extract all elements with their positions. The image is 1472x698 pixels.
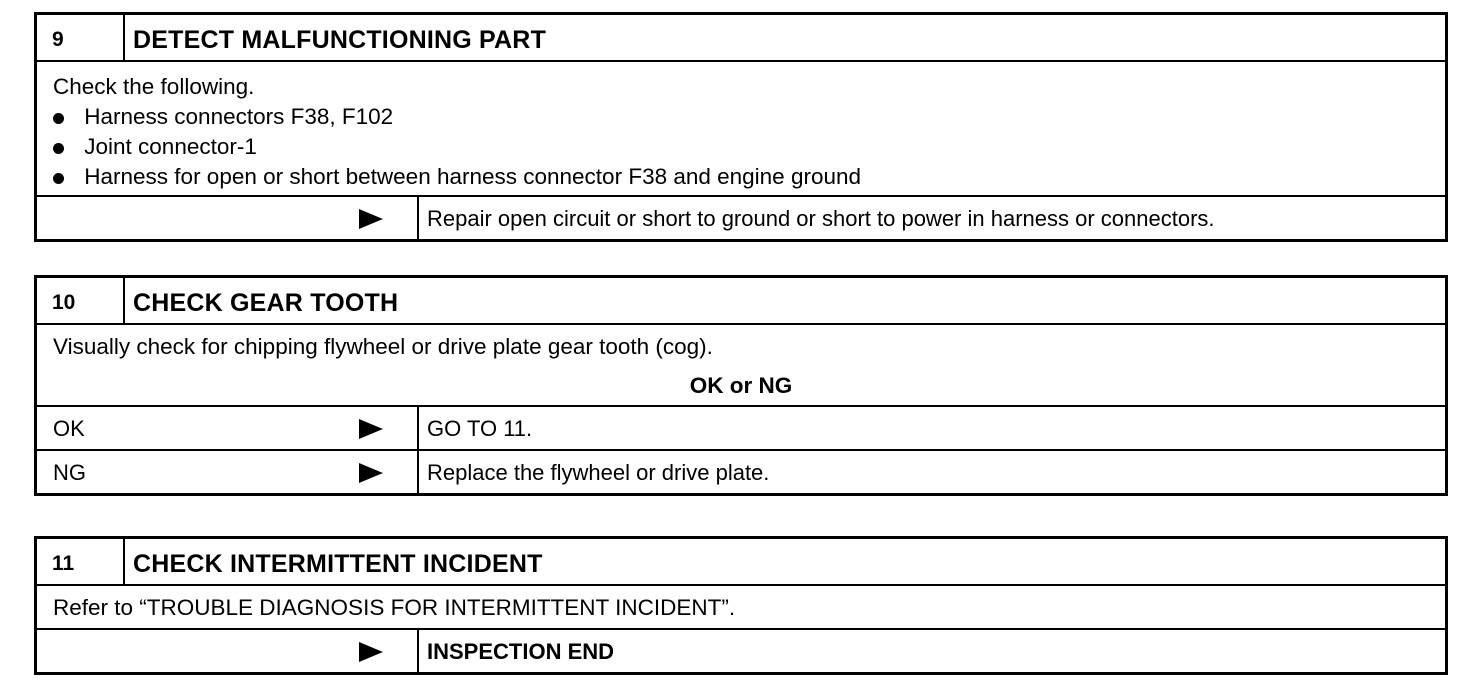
result-action: INSPECTION END [427, 639, 615, 664]
step-number: 11 [37, 539, 125, 584]
bullet-icon [53, 173, 64, 184]
list-item: Harness connectors F38, F102 [53, 102, 861, 132]
judgement-label: OK or NG [689, 373, 793, 398]
step-number: 9 [37, 15, 125, 60]
step-title: DETECT MALFUNCTIONING PART [133, 26, 547, 54]
step-instruction-row [37, 323, 1445, 367]
step-body [37, 60, 1445, 195]
result-row [37, 195, 1445, 239]
step-instruction: Refer to “TROUBLE DIAGNOSIS FOR INTERMITTENT INCIDENT”. [53, 595, 736, 620]
result-action: Replace the flywheel or drive plate. [427, 460, 770, 485]
arrow-right-icon [359, 463, 383, 483]
result-action: Repair open circuit or short to ground or short to power in harness or connectors. [427, 206, 1215, 231]
step-9-block [34, 12, 1448, 242]
result-row [37, 628, 1445, 672]
result-action: GO TO 11. [427, 416, 533, 441]
arrow-right-icon [359, 642, 383, 662]
judgement-row [37, 367, 1445, 405]
step-11-block [34, 536, 1448, 675]
step-header [37, 539, 1445, 584]
bullet-icon [53, 113, 64, 124]
result-row [37, 449, 1445, 493]
step-header [37, 15, 1445, 60]
step-title: CHECK INTERMITTENT INCIDENT [133, 550, 543, 578]
arrow-right-icon [359, 419, 383, 439]
result-condition: NG [37, 451, 419, 493]
check-intro: Check the following. [53, 74, 255, 99]
list-item: Joint connector-1 [53, 132, 861, 162]
result-row [37, 405, 1445, 449]
step-number: 10 [37, 278, 125, 323]
arrow-right-icon [359, 209, 383, 229]
list-item: Harness for open or short between harness connector F38 and engine ground [53, 162, 861, 192]
check-list [37, 62, 861, 195]
result-condition: OK [37, 407, 419, 449]
bullet-icon [53, 143, 64, 154]
result-condition [37, 197, 419, 239]
step-instruction-row [37, 584, 1445, 628]
step-header [37, 278, 1445, 323]
step-title: CHECK GEAR TOOTH [133, 289, 399, 317]
step-10-block [34, 275, 1448, 496]
result-condition [37, 630, 419, 672]
step-instruction: Visually check for chipping flywheel or drive plate gear tooth (cog). [53, 334, 713, 359]
